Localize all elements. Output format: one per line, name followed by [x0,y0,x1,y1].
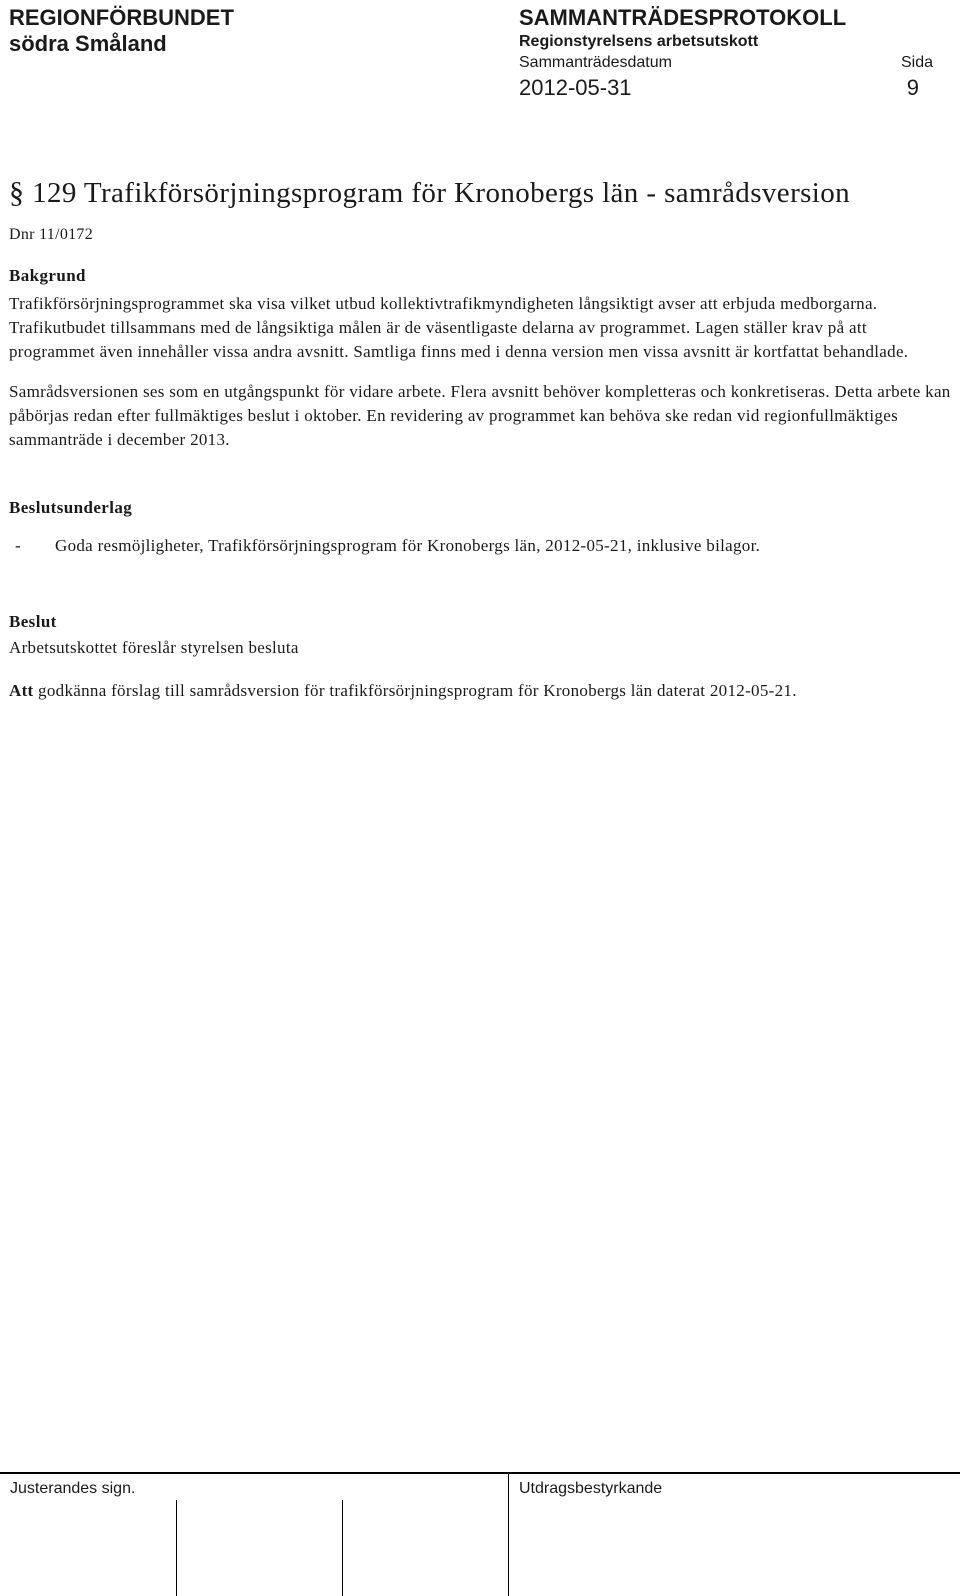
att-clause [9,678,954,704]
signature-cell-divider [176,1500,177,1596]
meta-values-row [519,75,933,101]
organization-region: södra Småland [9,31,167,56]
list-item-text: Goda resmöjligheter, Trafikförsörjningsprogram för Kronobergs län, 2012-05-21, inklusive bilagor. [55,536,761,555]
beslut-intro: Arbetsutskottet föreslår styrelsen besluta [9,638,299,657]
signature-cell-divider [342,1500,343,1596]
diary-number: Dnr 11/0172 [9,226,94,243]
beslut-heading: Beslut [9,612,57,631]
committee-name: Regionstyrelsens arbetsutskott [519,33,759,50]
bakgrund-paragraph-2: Samrådsversionen ses som en utgångspunkt för vidare arbete. Flera avsnitt behöver kompletteras och konkretiseras. Detta arbete kan påbörjas redan efter fullmäktiges beslut i oktober. En revidering av programmet kan behöva ske redan vid regionfullmäktiges sammanträde i december 2013. [9,382,951,449]
att-label: Att [9,681,34,700]
date-label: Sammanträdesdatum [519,54,672,71]
protocol-header [519,5,933,101]
document-body [9,174,954,704]
section-mark: § [9,176,25,209]
item-heading [9,174,954,212]
organization-name: REGIONFÖRBUNDET [9,5,234,30]
page-number: 9 [906,75,919,100]
footer-divider [0,1472,960,1474]
item-title: 129 Trafikförsörjningsprogram för Kronobergs län - samrådsversion [32,177,851,209]
meeting-date: 2012-05-31 [519,75,632,100]
meta-labels-row [519,52,933,74]
organization-block [9,5,234,57]
bakgrund-heading: Bakgrund [9,266,86,285]
justerandes-label: Justerandes sign. [10,1480,136,1497]
utdrag-label: Utdragsbestyrkande [519,1480,663,1497]
list-dash: - [15,536,21,555]
att-text: godkänna förslag till samrådsversion för trafikförsörjningsprogram för Kronobergs län daterat 2012-05-21. [33,681,797,700]
document-title: SAMMANTRÄDESPROTOKOLL [519,5,847,30]
signature-cell-divider [508,1474,509,1596]
list-item [9,534,954,558]
signature-table [0,1472,960,1594]
page-label: Sida [900,54,933,71]
bakgrund-paragraph-1: Trafikförsörjningsprogrammet ska visa vilket utbud kollektivtrafikmyndigheten långsiktigt avser att erbjuda medborgarna. Trafikutbudet tillsammans med de långsiktiga målen är de väsentligaste delarna av programmet. Lagen ställer krav på att programmet även innehåller vissa andra avsnitt. Samtliga finns med i denna version men vissa avsnitt är kortfattat behandlade. [9,294,909,361]
beslutsunderlag-heading: Beslutsunderlag [9,498,133,517]
